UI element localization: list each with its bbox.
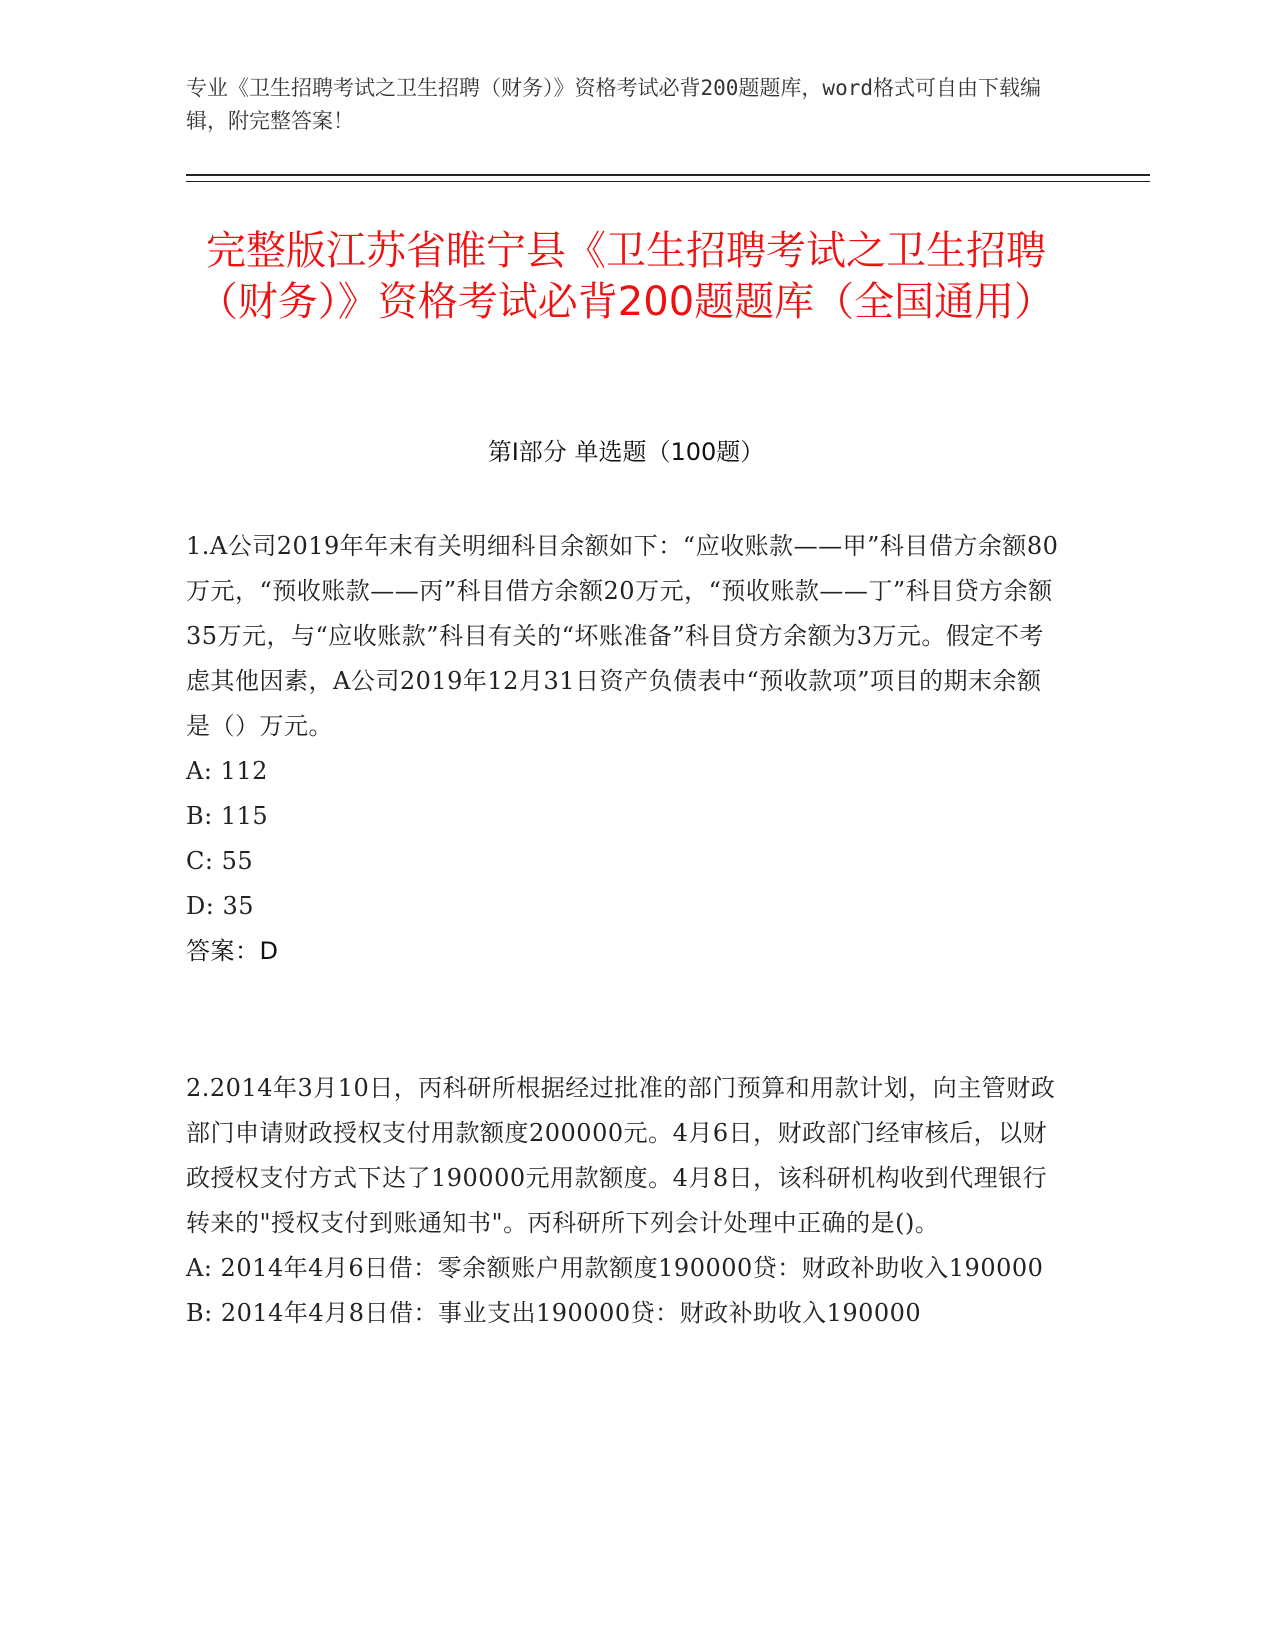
option-b: B: 115 xyxy=(186,802,269,830)
question-text: 1.A公司2019年年末有关明细科目余额如下：“应收账款——甲”科目借方余额80万元，“预收账款——丙”科目借方余额20万元，“预收账款——丁”科目贷方余额35万元，与“应收账款”科目有关的“坏账准备”科目贷方余额为3万元。假定不考虑其他因素，A公司2019年12月31日资产负债表中“预收款项”项目的期末余额是（）万元。 xyxy=(186,532,1059,740)
answer: 答案：D xyxy=(186,937,279,965)
document-title: 完整版江苏省睢宁县《卫生招聘考试之卫生招聘（财务）》资格考试必背200题题库（全国通用） xyxy=(197,228,1055,325)
header-rule-thin xyxy=(186,181,1150,182)
option-a: A: 112 xyxy=(186,757,268,785)
header-rule-thick xyxy=(186,174,1150,176)
question-text: 2.2014年3月10日，丙科研所根据经过批准的部门预算和用款计划，向主管财政部门申请财政授权支付用款额度200000元。4月6日，财政部门经审核后，以财政授权支付方式下达了190000元用款额度。4月8日，该科研机构收到代理银行转来的"授权支付到账通知书"。丙科研所下列会计处理中正确的是()。 xyxy=(186,1074,1056,1237)
section-title: 第Ⅰ部分 单选题（100题） xyxy=(487,438,765,466)
option-c: C: 55 xyxy=(186,847,254,875)
option-b: B: 2014年4月8日借：事业支出190000贷：财政补助收入190000 xyxy=(186,1299,922,1327)
option-a: A: 2014年4月6日借：零余额账户用款额度190000贷：财政补助收入190000 xyxy=(186,1254,1044,1282)
option-d: D: 35 xyxy=(186,892,254,920)
question-1 xyxy=(186,524,1066,974)
question-2 xyxy=(186,1066,1066,1336)
header-note: 专业《卫生招聘考试之卫生招聘（财务）》资格考试必背200题题库，word格式可自由下载编辑，附完整答案！ xyxy=(186,76,1041,133)
